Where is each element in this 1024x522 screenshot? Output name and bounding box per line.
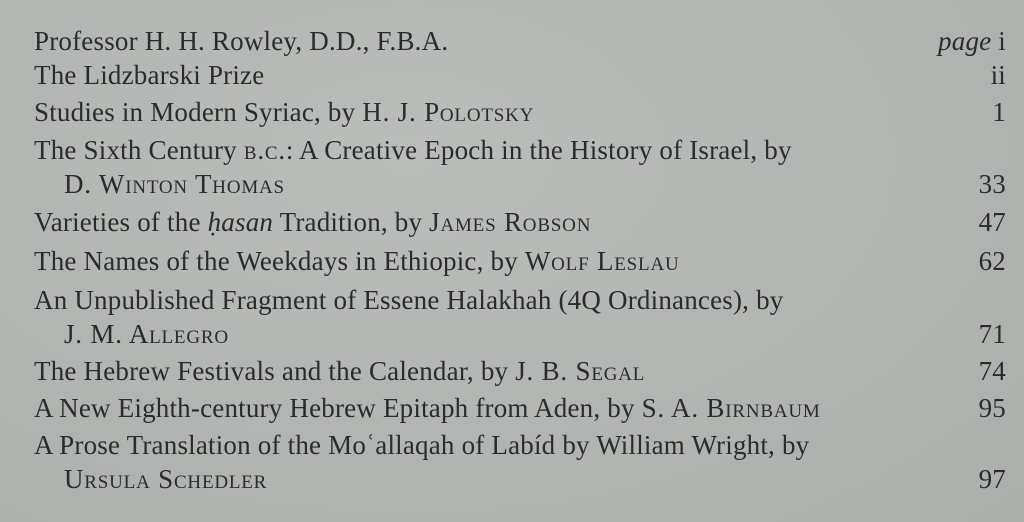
toc-entry: [34, 24, 1006, 58]
entry-title-part: Tradition, by: [273, 207, 430, 237]
page-label: page: [938, 26, 992, 56]
entry-author: S. A. Birnbaum: [641, 393, 821, 423]
entry-title-part: : A Creative Epoch in the History of Israel, by: [285, 135, 792, 165]
toc-entry: [34, 428, 1006, 496]
toc-entry: [34, 283, 1006, 351]
toc-entry: [34, 244, 1006, 278]
toc-entry: [34, 95, 1006, 129]
table-of-contents: [34, 24, 1006, 496]
entry-author: J. B. Segal: [515, 356, 646, 386]
page-number: 74: [978, 356, 1006, 386]
entry-title: A New Eighth-century Hebrew Epitaph from Aden, by: [34, 393, 642, 423]
entry-title: A Prose Translation of the Moʿallaqah of Labíd by William Wright, by: [34, 430, 810, 460]
entry-title: Professor H. H. Rowley, D.D., F.B.A.: [34, 26, 449, 56]
page-value: i: [998, 26, 1006, 56]
entry-title-smallcaps: b.c.: [243, 135, 286, 165]
page-number: 71: [978, 319, 1006, 349]
entry-author: D. Winton Thomas: [64, 169, 285, 199]
entry-title: The Hebrew Festivals and the Calendar, by: [34, 356, 516, 386]
page-number: 1: [992, 97, 1006, 127]
entry-title: Studies in Modern Syriac, by: [34, 97, 363, 127]
page-number: ii: [990, 60, 1006, 90]
entry-author: James Robson: [429, 207, 592, 237]
entry-author: H. J. Polotsky: [362, 97, 535, 127]
page-number: 62: [978, 246, 1006, 276]
entry-author: J. M. Allegro: [64, 319, 229, 349]
entry-author: Wolf Leslau: [524, 246, 680, 276]
entry-title-part: Varieties of the: [34, 207, 208, 237]
entry-title-italic: ḥasan: [207, 207, 274, 237]
page-number: 33: [978, 169, 1006, 199]
toc-entry: [34, 205, 1006, 239]
page-number: 95: [978, 393, 1006, 423]
entry-author: Ursula Schedler: [64, 464, 268, 494]
toc-entry: [34, 391, 1006, 425]
entry-title: The Lidzbarski Prize: [34, 60, 265, 90]
toc-entry: [34, 58, 1006, 92]
page-number: 47: [978, 207, 1006, 237]
page-number: 97: [978, 464, 1006, 494]
entry-title: An Unpublished Fragment of Essene Halakhah (4Q Ordinances), by: [34, 285, 784, 315]
entry-title-part: The Sixth Century: [34, 135, 244, 165]
page-number: [938, 24, 1006, 58]
toc-entry: [34, 133, 1006, 201]
toc-entry: [34, 354, 1006, 388]
entry-title: The Names of the Weekdays in Ethiopic, by: [34, 246, 525, 276]
